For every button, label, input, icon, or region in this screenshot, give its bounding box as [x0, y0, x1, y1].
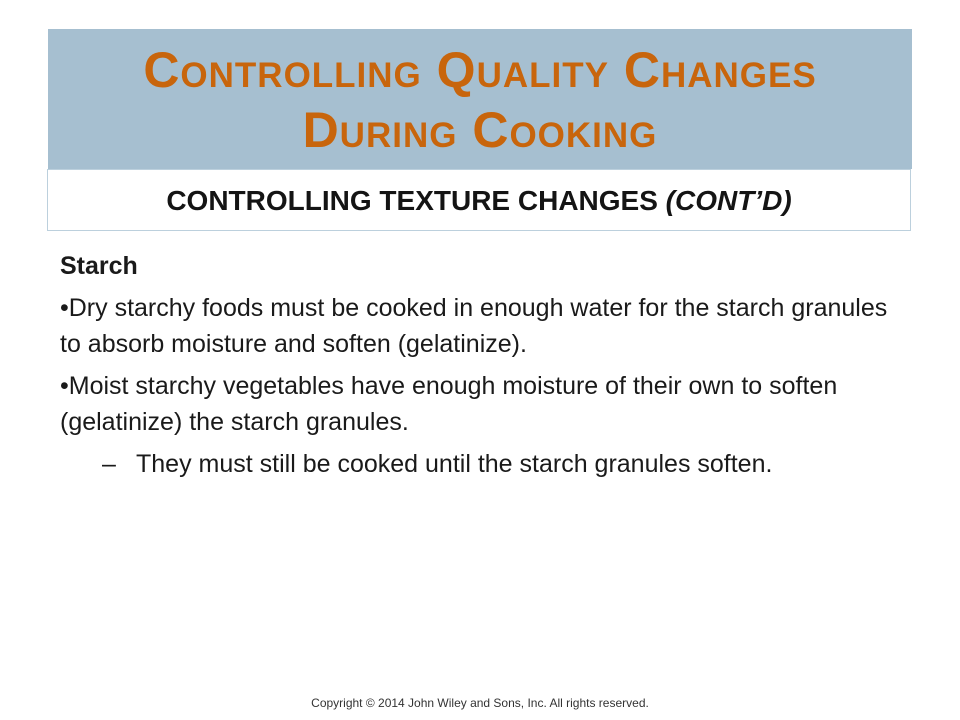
subtitle-suffix: (CONT’D)	[665, 185, 792, 216]
slide-title-line-2: During Cooking	[302, 102, 658, 158]
slide-title-line-1: Controlling Quality Changes	[143, 42, 817, 98]
slide-title	[48, 40, 912, 160]
subtitle-box	[47, 169, 911, 231]
sub-bullet-text: They must still be cooked until the starch granules soften.	[136, 450, 773, 478]
sub-bullet-item	[102, 446, 900, 482]
content-heading: Starch	[60, 252, 138, 280]
bullet-item: •Dry starchy foods must be cooked in enough water for the starch granules to absorb moisture and soften (gelatinize).	[60, 294, 888, 358]
slide-content	[60, 248, 900, 482]
bullet-item: •Moist starchy vegetables have enough moisture of their own to soften (gelatinize) the starch granules.	[60, 372, 838, 436]
subtitle-main: CONTROLLING TEXTURE CHANGES	[166, 185, 658, 216]
sub-bullet-marker: –	[102, 450, 116, 478]
copyright-text: Copyright © 2014 John Wiley and Sons, Inc. All rights reserved.	[311, 696, 649, 710]
